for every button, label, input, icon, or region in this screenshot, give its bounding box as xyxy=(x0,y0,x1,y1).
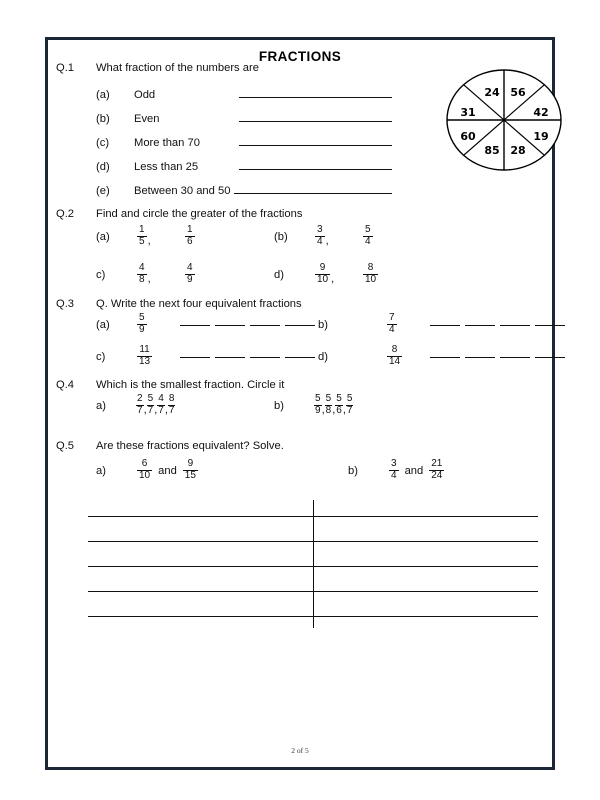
numerator: 5 xyxy=(139,312,145,323)
numerator: 9 xyxy=(187,458,194,469)
blank-segment[interactable] xyxy=(430,324,460,326)
question-2 xyxy=(56,208,544,292)
spinner-sector-56: 56 xyxy=(510,86,526,99)
question-2-items xyxy=(56,224,544,292)
numerator: 5 xyxy=(336,393,342,404)
comma-separator: , xyxy=(342,404,346,416)
q3-item-c-fraction xyxy=(136,346,180,368)
q1-item-d-label: (d) xyxy=(96,161,110,173)
denominator: 8 xyxy=(139,273,145,285)
q3-item-a xyxy=(96,314,328,336)
question-2-header xyxy=(56,208,544,220)
worksheet-page-frame xyxy=(45,37,555,770)
q2-item-b-fraction-2[interactable] xyxy=(362,226,374,248)
answer-line[interactable] xyxy=(88,591,538,592)
q2-item-a-fraction-2[interactable] xyxy=(184,226,196,248)
comma-separator: , xyxy=(332,404,336,416)
q3-item-a-fraction xyxy=(136,314,180,336)
denominator: 8 xyxy=(325,404,332,416)
numerator: 4 xyxy=(139,262,145,273)
q1-item-d-answer-blank[interactable] xyxy=(239,168,392,170)
denominator: 10 xyxy=(317,273,329,285)
denominator: 9 xyxy=(315,404,321,416)
denominator: 6 xyxy=(336,404,342,416)
list-item xyxy=(56,173,544,197)
q1-item-b-label: (b) xyxy=(96,113,110,125)
spinner-sector-24: 24 xyxy=(484,86,500,99)
numerator: 5 xyxy=(315,393,321,404)
q5-item-a-fraction-left xyxy=(136,460,153,482)
q5-item-a-conjunction: and xyxy=(158,465,177,477)
denominator: 6 xyxy=(187,235,193,247)
answer-line[interactable] xyxy=(88,566,538,567)
numerator: 1 xyxy=(187,224,193,235)
q3-item-a-label: (a) xyxy=(96,319,110,331)
denominator: 4 xyxy=(391,469,397,481)
question-4-prompt: Which is the smallest fraction. Circle it xyxy=(96,379,285,391)
numerator: 11 xyxy=(139,344,150,355)
question-4-header xyxy=(56,379,544,391)
numerator: 1 xyxy=(139,224,145,235)
denominator: 7 xyxy=(168,404,175,416)
q4-item-b-label: b) xyxy=(274,400,284,412)
number-spinner-icon xyxy=(445,68,563,172)
comma-separator: , xyxy=(321,404,325,416)
numerator: 2 xyxy=(137,393,143,404)
q3-item-c-label: c) xyxy=(96,351,106,363)
q2-item-d[interactable] xyxy=(274,264,379,286)
denominator: 7 xyxy=(147,404,154,416)
q2-item-c-label: c) xyxy=(96,269,106,281)
denominator: 4 xyxy=(389,323,395,335)
q3-item-b-fraction xyxy=(386,314,430,336)
q2-item-c-fraction-2[interactable] xyxy=(184,264,196,286)
denominator: 24 xyxy=(431,469,443,481)
numerator: 8 xyxy=(391,344,398,355)
q4-item-a-fraction-list[interactable] xyxy=(136,395,175,417)
denominator: 7 xyxy=(158,404,164,416)
denominator: 5 xyxy=(139,235,145,247)
q1-item-e-answer-blank[interactable] xyxy=(234,192,392,194)
blank-segment[interactable] xyxy=(250,324,280,326)
blank-segment[interactable] xyxy=(535,356,565,358)
denominator: 7 xyxy=(137,404,143,416)
question-3-number: Q.3 xyxy=(56,298,75,310)
q3-item-c xyxy=(96,346,328,368)
denominator: 4 xyxy=(365,235,371,247)
page-footer: 2 of 5 xyxy=(291,746,309,755)
q1-item-c-label: (c) xyxy=(96,137,110,149)
answer-writing-area[interactable] xyxy=(88,508,538,624)
numerator: 4 xyxy=(187,262,193,273)
denominator: 15 xyxy=(184,469,196,481)
numerator: 9 xyxy=(319,262,326,273)
q5-item-b-fraction-left xyxy=(388,460,400,482)
q1-item-d-text: Less than 25 xyxy=(134,161,199,173)
comma-separator: , xyxy=(154,404,158,416)
q3-item-d-fraction xyxy=(386,346,430,368)
numerator: 5 xyxy=(147,393,154,404)
q1-item-e-text: Between 30 and 50 xyxy=(134,185,231,197)
page-title: FRACTIONS xyxy=(258,49,342,64)
blank-segment[interactable] xyxy=(285,356,315,358)
answer-line[interactable] xyxy=(88,516,538,517)
denominator: 7 xyxy=(346,404,353,416)
blank-segment[interactable] xyxy=(180,356,210,358)
answer-area-vertical-divider xyxy=(313,500,314,628)
denominator: 14 xyxy=(389,355,401,367)
blank-segment[interactable] xyxy=(500,324,530,326)
q5-item-a xyxy=(96,460,199,482)
spinner-sector-85: 85 xyxy=(484,144,500,157)
question-5-prompt: Are these fractions equivalent? Solve. xyxy=(96,440,284,452)
question-1-number: Q.1 xyxy=(56,62,75,74)
q1-item-e-label: (e) xyxy=(96,185,110,197)
question-3-header xyxy=(56,298,544,310)
comma-separator: , xyxy=(164,404,168,416)
numerator: 5 xyxy=(325,393,332,404)
comma-separator: , xyxy=(143,404,147,416)
blank-segment[interactable] xyxy=(285,324,315,326)
spinner-sector-42: 42 xyxy=(533,106,549,119)
q4-item-b-fraction-list[interactable] xyxy=(314,395,353,417)
denominator: 10 xyxy=(139,469,151,481)
q1-item-c-answer-blank[interactable] xyxy=(239,144,392,146)
question-5-number: Q.5 xyxy=(56,440,75,452)
numerator: 8 xyxy=(168,393,175,404)
q5-item-b-label: b) xyxy=(348,465,358,477)
question-3-prompt: Q. Write the next four equivalent fractions xyxy=(96,298,302,310)
spinner-sector-60: 60 xyxy=(460,130,476,143)
question-5-header xyxy=(56,440,544,452)
comma-separator: , xyxy=(331,273,335,285)
blank-segment[interactable] xyxy=(250,356,280,358)
numerator: 21 xyxy=(431,458,443,469)
question-5 xyxy=(56,440,544,496)
question-2-number: Q.2 xyxy=(56,208,75,220)
question-2-prompt: Find and circle the greater of the fractions xyxy=(96,208,303,220)
numerator: 6 xyxy=(141,458,148,469)
denominator: 9 xyxy=(139,323,145,335)
q5-item-a-label: a) xyxy=(96,465,106,477)
numerator: 8 xyxy=(367,262,374,273)
q5-item-b xyxy=(348,460,445,482)
blank-segment[interactable] xyxy=(215,324,245,326)
q5-item-b-fraction-right xyxy=(428,460,445,482)
blank-segment[interactable] xyxy=(465,324,495,326)
q2-item-b-fraction-1[interactable] xyxy=(314,226,362,248)
q3-item-b-answer-blanks[interactable] xyxy=(430,324,565,327)
q2-item-a-fraction-1[interactable] xyxy=(136,226,184,248)
q2-item-d-fraction-2[interactable] xyxy=(362,264,379,286)
q3-item-d-label: d) xyxy=(318,351,328,363)
q2-item-d-label: d) xyxy=(274,269,284,281)
q3-item-d-answer-blanks[interactable] xyxy=(430,356,565,359)
q2-item-b-label: (b) xyxy=(274,231,288,243)
worksheet-content xyxy=(48,40,552,767)
blank-segment[interactable] xyxy=(180,324,210,326)
denominator: 13 xyxy=(139,355,151,367)
numerator: 3 xyxy=(317,224,323,235)
q4-item-b[interactable] xyxy=(274,395,353,417)
q2-item-d-fraction-1[interactable] xyxy=(314,264,362,286)
q1-item-a-text: Odd xyxy=(134,89,156,101)
q2-item-a[interactable] xyxy=(96,226,196,248)
q4-item-a-label: a) xyxy=(96,400,106,412)
q2-item-c[interactable] xyxy=(96,264,196,286)
blank-segment[interactable] xyxy=(535,324,565,326)
question-4-number: Q.4 xyxy=(56,379,75,391)
question-1-prompt: What fraction of the numbers are xyxy=(96,62,259,74)
comma-separator: , xyxy=(325,235,329,247)
question-3-items xyxy=(56,314,544,376)
numerator: 5 xyxy=(346,393,353,404)
spinner-sector-28: 28 xyxy=(510,144,526,157)
answer-line[interactable] xyxy=(88,616,538,617)
q1-item-a-label: (a) xyxy=(96,89,110,101)
blank-segment[interactable] xyxy=(215,356,245,358)
q3-item-b xyxy=(386,314,565,336)
spinner-sector-19: 19 xyxy=(533,130,549,143)
question-4 xyxy=(56,379,544,429)
q1-item-c-text: More than 70 xyxy=(134,137,200,149)
comma-separator: , xyxy=(147,273,151,285)
answer-line[interactable] xyxy=(88,541,538,542)
question-5-items xyxy=(56,458,544,496)
denominator: 9 xyxy=(187,273,193,285)
denominator: 4 xyxy=(317,235,323,247)
blank-segment[interactable] xyxy=(465,356,495,358)
question-4-items xyxy=(56,395,544,429)
q2-item-b[interactable] xyxy=(274,226,374,248)
q3-item-b-label: b) xyxy=(318,319,328,331)
q5-item-b-conjunction: and xyxy=(404,465,424,477)
question-3 xyxy=(56,298,544,376)
q1-item-b-answer-blank[interactable] xyxy=(239,120,392,122)
numerator: 5 xyxy=(365,224,371,235)
blank-segment[interactable] xyxy=(430,356,460,358)
q3-item-a-answer-blanks[interactable] xyxy=(180,324,315,327)
q2-item-a-label: (a) xyxy=(96,231,110,243)
numerator: 4 xyxy=(158,393,164,404)
q4-item-a[interactable] xyxy=(96,395,175,417)
q1-item-a-answer-blank[interactable] xyxy=(239,96,392,98)
numerator: 3 xyxy=(391,458,397,469)
comma-separator: , xyxy=(147,235,151,247)
numerator: 7 xyxy=(389,312,395,323)
q2-item-c-fraction-1[interactable] xyxy=(136,264,184,286)
blank-segment[interactable] xyxy=(500,356,530,358)
q3-item-c-answer-blanks[interactable] xyxy=(180,356,315,359)
spinner-sector-31: 31 xyxy=(460,106,476,119)
q5-item-a-fraction-right xyxy=(182,460,199,482)
q1-item-b-text: Even xyxy=(134,113,160,125)
q3-item-d xyxy=(386,346,565,368)
denominator: 10 xyxy=(365,273,377,285)
